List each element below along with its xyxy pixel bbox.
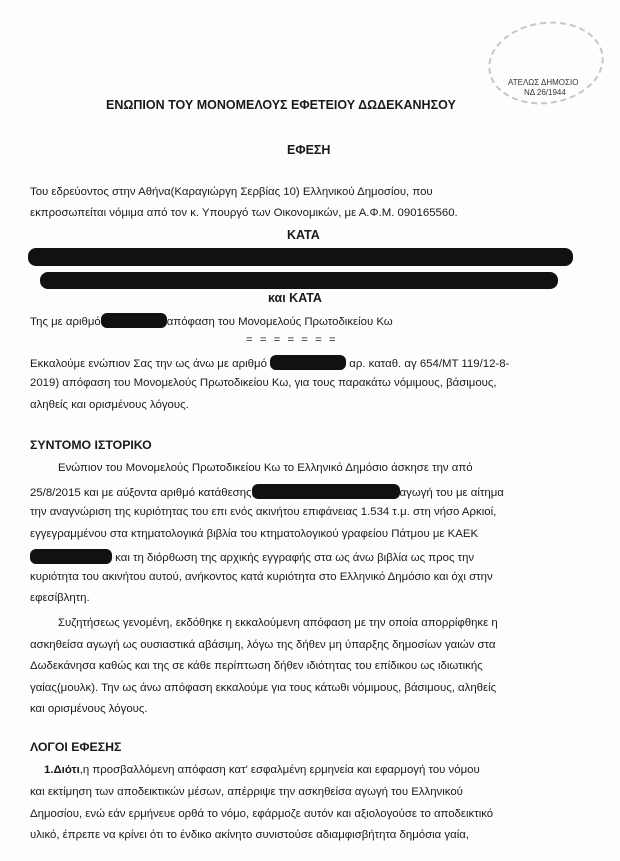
appeal-line-1-after: αρ. καταθ. αγ 654/ΜΤ 119/12-8- xyxy=(349,358,510,370)
history-p2-line-2: ασκηθείσα αγωγή ως ουσιαστικά αβάσιμη, λόγω της δήθεν μη ύπαρξης δημοσίων γαιών στα xyxy=(30,639,496,651)
ground-number: 1.Διότι xyxy=(44,764,80,776)
decision-ref-before: Της με αριθμό xyxy=(30,316,101,328)
redaction-block xyxy=(40,272,558,289)
history-line-6: κυριότητα του ακινήτου αυτού, ανήκοντος κατά κυριότητα στο Ελληνικό Δημόσιο και όχι στην xyxy=(30,571,493,583)
history-p2-line-5: και ορισμένους λόγους. xyxy=(30,703,148,715)
history-line-7: εφεσίβλητη. xyxy=(30,592,90,604)
appeal-line-2: 2019) απόφαση του Μονομελούς Πρωτοδικείου Κω, για τους παρακάτω νόμιμους, βάσιμους, xyxy=(30,377,497,389)
history-line-2-after: αγωγή του με αίτημα xyxy=(399,487,504,499)
history-line-5 xyxy=(30,549,474,564)
court-heading: ΕΝΩΠΙΟΝ ΤΟΥ ΜΟΝΟΜΕΛΟΥΣ ΕΦΕΤΕΙΟΥ ΔΩΔΕΚΑΝΗΣΟΥ xyxy=(106,98,456,112)
against-heading: ΚΑΤΑ xyxy=(287,228,320,242)
history-p2-line-1: Συζητήσεως γενομένη, εκδόθηκε η εκκαλούμενη απόφαση με την οποία απορρίφθηκε η xyxy=(58,617,498,629)
grounds-line-2: και εκτίμηση των αποδεικτικών μέσων, απέρριψε την ασκηθείσα αγωγή του Ελληνικού xyxy=(30,786,463,798)
official-stamp xyxy=(483,14,609,111)
redaction-block xyxy=(28,248,573,266)
stamp-line-2: ΝΔ 26/1944 xyxy=(524,88,566,97)
history-heading: ΣΥΝΤΟΜΟ ΙΣΤΟΡΙΚΟ xyxy=(30,438,152,452)
redaction-block xyxy=(101,313,167,328)
history-line-1: Ενώπιον του Μονομελούς Πρωτοδικείου Κω το Ελληνικό Δημόσιο άσκησε την από xyxy=(58,462,473,474)
history-line-2-before: 25/8/2015 και με αύξοντα αριθμό κατάθεσης xyxy=(30,487,252,499)
stamp-line-1: ΑΤΕΛΩΣ ΔΗΜΟΣΙΟ xyxy=(508,78,579,87)
history-p2-line-3: Δωδεκάνησα καθώς και της σε κάθε περίπτωση δήθεν ιδιότητας του επίδικου ως ιδιωτικής xyxy=(30,660,483,672)
decision-ref-line xyxy=(30,313,393,328)
grounds-heading: ΛΟΓΟΙ ΕΦΕΣΗΣ xyxy=(30,740,122,754)
history-line-2 xyxy=(30,484,504,499)
appeal-line-1 xyxy=(30,355,509,370)
history-line-3: την αναγνώριση της κυριότητας του επι ενός ακινήτου επιφάνειας 1.534 τ.μ. στη νήσο Αρκιοί, xyxy=(30,506,497,518)
party-line-1: Του εδρεύοντος στην Αθήνα(Καραγιώργη Σερβίας 10) Ελληνικού Δημοσίου, που xyxy=(30,186,433,198)
history-p2-line-4: γαίας(μουλκ). Την ως άνω απόφαση εκκαλούμε για τους κάτωθι νόμιμους, βάσιμους, αληθείς xyxy=(30,682,497,694)
party-line-2: εκπροσωπείται νόμιμα από τον κ. Υπουργό των Οικονομικών, με Α.Φ.Μ. 090165560. xyxy=(30,207,458,219)
separator: = = = = = = = xyxy=(246,334,338,346)
appeal-line-3: αληθείς και ορισμένους λόγους. xyxy=(30,399,189,411)
decision-ref-after: απόφαση του Μονομελούς Πρωτοδικείου Κω xyxy=(166,316,393,328)
history-line-4: εγγεγραμμένου στα κτηματολογικά βιβλία του κτηματολογικού γραφείου Πάτμου με ΚΑΕΚ xyxy=(30,528,479,540)
appeal-line-1-before: Εκκαλούμε ενώπιον Σας την ως άνω με αριθμό xyxy=(30,358,267,370)
grounds-line-3: Δημοσίου, ενώ εάν ερμήνευε ορθά το νόμο, εφάρμοζε αυτόν και αξιολογούσε το αποδεικτικό xyxy=(30,808,494,820)
redaction-block xyxy=(30,549,112,564)
redaction-block xyxy=(270,355,346,370)
history-line-5-after: και τη διόρθωση της αρχικής εγγραφής στα ως άνω βιβλία ως προς την xyxy=(115,552,475,564)
grounds-line-1-rest: ,η προσβαλλόμενη απόφαση κατ' εσφαλμένη ερμηνεία και εφαρμογή του νόμου xyxy=(79,764,480,776)
redaction-block xyxy=(252,484,400,499)
grounds-line-1 xyxy=(44,764,480,776)
and-against-heading: και ΚΑΤΑ xyxy=(268,291,322,305)
grounds-line-4: υλικό, έπρεπε να κρίνει ότι το ένδικο ακίνητο συνιστούσε αδιαμφισβήτητα δημόσια γαία, xyxy=(30,829,469,841)
document-title: ΕΦΕΣΗ xyxy=(287,143,331,157)
